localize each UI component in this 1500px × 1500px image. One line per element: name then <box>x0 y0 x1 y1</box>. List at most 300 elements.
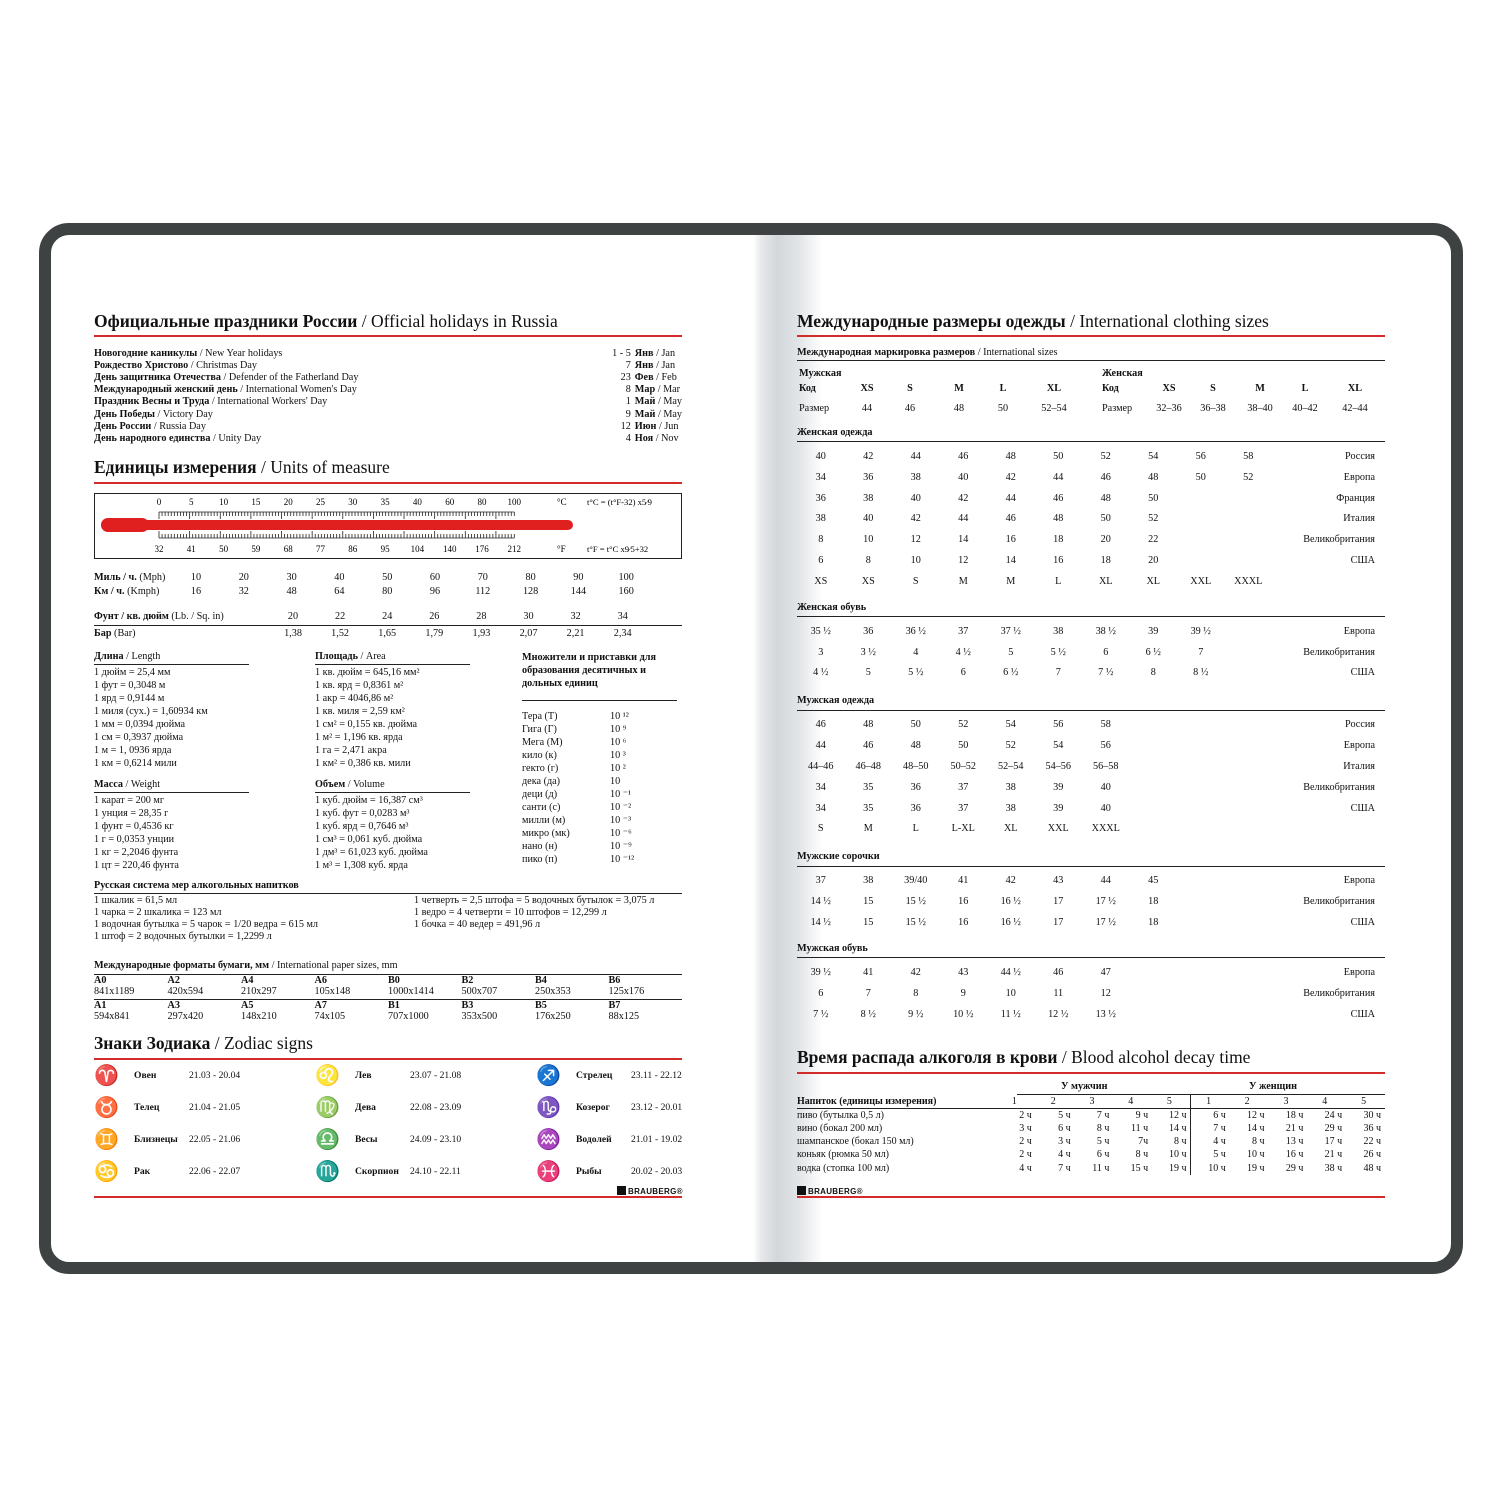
prefix-name: Тера (Т) <box>522 711 558 722</box>
size-value: 15 ½ <box>905 917 926 929</box>
decay-hours: 22 ч <box>1363 1136 1381 1148</box>
fahrenheit-label: 104 <box>410 544 425 554</box>
size-value: 48 <box>1148 471 1159 483</box>
size-value: 15 <box>863 896 874 908</box>
size-value: XL <box>1146 575 1161 587</box>
units-rule <box>94 482 682 484</box>
paper-dimensions: 105x148 <box>314 986 351 998</box>
paper-format: B1 <box>388 1000 400 1012</box>
holiday-day: 4 <box>625 432 631 444</box>
size-row <box>797 715 1385 736</box>
thermometer-scale <box>95 494 681 558</box>
area-conversion: 1 акр = 4046,86 м² <box>315 693 394 705</box>
size-value: 41 <box>958 875 969 887</box>
size-value: 37 <box>958 625 969 637</box>
size-label: Размер <box>799 403 830 415</box>
size-value: 7 <box>865 987 871 999</box>
section-rule <box>797 957 1385 958</box>
paper-dimensions: 841x1189 <box>94 986 135 998</box>
size-section <box>797 943 1385 1025</box>
size-value <box>1225 1004 1273 1025</box>
zodiac-name: Рак <box>134 1166 151 1177</box>
speed-mph-value: 100 <box>618 572 634 583</box>
size-value: 15 <box>863 917 874 929</box>
size-row <box>797 983 1385 1004</box>
decay-hours: 5 ч <box>1191 1148 1230 1161</box>
paper-format: B3 <box>461 1000 474 1012</box>
size-country: США <box>1350 555 1375 567</box>
decay-hours: 5 ч <box>1058 1109 1071 1121</box>
volume-conversion: 1 м³ = 1,308 куб. ярда <box>315 860 408 872</box>
pressure-psi-label <box>94 611 224 623</box>
women-code: S <box>1210 383 1216 395</box>
paper-format: A1 <box>94 1000 107 1012</box>
holiday-row <box>94 347 682 359</box>
area-conversion: 1 кв. ярд = 0,8361 м² <box>315 680 404 692</box>
size-value <box>1130 756 1178 777</box>
decay-col-header: 5 <box>1166 1095 1172 1107</box>
decay-hours: 11 ч <box>1092 1162 1110 1174</box>
paper-dimensions: 594x841 <box>94 1011 130 1023</box>
size-label: Размер <box>1102 403 1133 415</box>
holiday-month <box>635 347 682 359</box>
holiday-name-ru: Рождество Христово <box>94 359 189 371</box>
celsius-label: 80 <box>477 497 487 507</box>
size-value: 16 <box>1005 534 1016 546</box>
holiday-month <box>635 384 682 396</box>
women-size: 36–38 <box>1200 403 1226 415</box>
decay-hours: 21 ч <box>1324 1149 1343 1161</box>
decay-col-header: 2 <box>1050 1095 1056 1107</box>
size-value <box>1225 962 1273 983</box>
prefix-name: пико (п) <box>522 854 558 865</box>
paper-dimensions: 88x125 <box>608 1011 640 1023</box>
holiday-name-en: / International Workers' Day <box>211 396 328 408</box>
celsius-label: 25 <box>316 497 325 507</box>
paper-format: A7 <box>314 1000 327 1012</box>
decay-table <box>797 1095 1385 1175</box>
paper-format: B2 <box>461 975 474 987</box>
drink-name: шампанское (бокал 150 мл) <box>797 1136 914 1148</box>
speed-mph-value: 10 <box>190 572 202 583</box>
decay-hours: 17 ч <box>1324 1136 1343 1148</box>
sagittarius-icon: ♐ <box>536 1065 561 1087</box>
holiday-day: 1 - 5 <box>612 347 631 359</box>
holiday-month-ru: Май <box>634 396 656 408</box>
size-value <box>1130 735 1178 756</box>
decay-hours: 36 ч <box>1363 1122 1381 1134</box>
size-section <box>797 695 1385 839</box>
holiday-row <box>94 384 682 396</box>
size-value: 46 <box>1005 513 1016 525</box>
size-value: 44 <box>1053 471 1064 483</box>
speed-kmh-label <box>94 586 159 598</box>
size-row <box>797 871 1385 892</box>
size-country: Великобритания <box>1303 646 1375 658</box>
size-value: 50 <box>910 719 921 731</box>
size-value: 41 <box>863 967 874 979</box>
zodiac-dates: 23.07 - 21.08 <box>410 1070 462 1081</box>
paper-dimensions: 1000x1414 <box>388 986 434 998</box>
area-conversion: 1 га = 2,471 акра <box>315 745 387 757</box>
size-country: Великобритания <box>1303 896 1375 908</box>
size-value: 48 <box>1005 451 1016 463</box>
size-value: 44 <box>1005 492 1016 504</box>
size-value: 54 <box>1053 740 1064 752</box>
section-rule <box>797 616 1385 617</box>
mass-block: Масса / Weight 1 карат = 200 мг 1 унция = 28,35 г 1 фунт = 0,4536 кг 1 г = 0,0353 унции 1 кг = 2,2046 фунта 1 цт = 220,46 фунта <box>94 779 249 872</box>
size-value: 47 <box>1100 967 1111 979</box>
size-value: XS <box>861 575 875 587</box>
paper-size <box>609 975 645 997</box>
size-value: 35 <box>863 802 874 814</box>
size-value: 52–54 <box>998 761 1024 773</box>
speed-mph-value: 50 <box>382 572 393 583</box>
decay-hours: 7 ч <box>1058 1162 1071 1174</box>
fahrenheit-label: 86 <box>348 544 358 554</box>
prefix-factor: 10 ⁻¹ <box>610 789 632 800</box>
volume-conversion: 1 куб. фут = 0,0283 м³ <box>315 808 410 820</box>
alcohol-measure: 1 штоф = 2 водочных бутылки = 1,2299 л <box>94 931 272 943</box>
holiday-name-en: / Defender of the Fatherland Day <box>223 371 359 383</box>
pressure-bar-value: 1,38 <box>284 628 302 639</box>
size-value: 6 ½ <box>1145 646 1161 658</box>
speed-mph-value: 80 <box>525 572 536 583</box>
prefix-row <box>522 724 680 737</box>
paper-size <box>462 1000 498 1022</box>
prefix-factor: 10 ⁶ <box>610 737 627 748</box>
units-title: Единицы измерения / Units of measure <box>94 457 390 477</box>
zodiac-dates: 22.05 - 21.06 <box>189 1134 241 1145</box>
fahrenheit-label: 77 <box>316 544 325 554</box>
speed-kmh-value: 64 <box>334 586 345 597</box>
size-value: 46 <box>958 451 969 463</box>
size-row <box>797 777 1385 798</box>
zodiac-dates: 21.03 - 20.04 <box>189 1070 241 1081</box>
speed-mph-value: 70 <box>477 572 488 583</box>
size-value <box>1225 777 1273 798</box>
size-value: XXXL <box>1234 575 1263 587</box>
size-value: 6 <box>818 987 824 999</box>
size-row <box>797 663 1385 684</box>
decay-hours: 13 ч <box>1285 1136 1304 1148</box>
prefix-name: Гига (Г) <box>522 724 557 735</box>
speed-mph-value: 60 <box>429 572 441 583</box>
size-value: XS <box>814 575 828 587</box>
speed-table <box>94 572 682 642</box>
size-value: 56–58 <box>1093 761 1119 773</box>
size-value: 14 <box>1005 555 1016 567</box>
speed-kmh-value: 144 <box>570 586 587 597</box>
fahrenheit-label: 50 <box>219 544 229 554</box>
paper-dimensions: 74x105 <box>314 1011 346 1023</box>
cancer-icon: ♋ <box>94 1161 119 1183</box>
men-code: M <box>954 383 964 395</box>
size-value: 11 ½ <box>1000 1008 1021 1020</box>
size-value: 38 ½ <box>1095 625 1116 637</box>
speed-kmh-value: 160 <box>618 586 634 597</box>
size-value: 39 ½ <box>810 967 831 979</box>
holiday-month <box>635 371 682 383</box>
size-value <box>1130 1004 1178 1025</box>
size-value: 17 <box>1053 917 1064 929</box>
zodiac-title: Знаки Зодиака / Zodiac signs <box>94 1033 313 1053</box>
prefix-row <box>522 776 680 789</box>
size-value: 16 <box>958 917 969 929</box>
size-value: 46 <box>1100 471 1111 483</box>
paper-size <box>315 1000 346 1022</box>
size-row <box>797 756 1385 777</box>
size-value: 44 <box>815 740 826 752</box>
size-value: 16 <box>1053 555 1064 567</box>
prefix-factor: 10 <box>610 776 621 787</box>
speed-mph-value: 90 <box>573 572 584 583</box>
size-value: 42 <box>910 967 921 979</box>
holiday-month-en: / Jun <box>658 420 679 432</box>
zodiac-dates: 21.04 - 21.05 <box>189 1102 241 1113</box>
size-value: 6 ½ <box>1003 667 1019 679</box>
size-country: Великобритания <box>1303 987 1375 999</box>
size-country <box>1272 571 1385 592</box>
paper-size <box>241 975 277 997</box>
holiday-month-en: / May <box>657 396 682 408</box>
men-code: S <box>907 383 913 395</box>
decay-col-header: 1 <box>1191 1095 1230 1108</box>
prefix-name: кило (к) <box>522 750 557 761</box>
zodiac-name: Скорпион <box>355 1166 399 1177</box>
decay-col-header: 4 <box>1322 1095 1328 1107</box>
size-value: 50 <box>1053 451 1064 463</box>
size-value: 10 <box>863 534 874 546</box>
decay-hours: 10 ч <box>1247 1149 1265 1161</box>
size-value: 7 ½ <box>1098 667 1114 679</box>
size-value <box>1177 798 1225 819</box>
length-conversion: 1 мм = 0,0394 дюйма <box>94 719 186 731</box>
size-value <box>1177 871 1225 892</box>
drink-name: водка (стопка 100 мл) <box>797 1162 890 1174</box>
size-value: 42 <box>863 451 874 463</box>
zodiac-grid <box>94 1065 694 1185</box>
size-value: M <box>958 575 968 587</box>
celsius-label: 5 <box>189 497 194 507</box>
prefix-row <box>522 802 680 815</box>
aries-icon: ♈ <box>94 1065 119 1087</box>
size-value: 11 <box>1053 987 1064 999</box>
men-code: XL <box>1046 383 1062 395</box>
size-value: 58 <box>1243 451 1254 463</box>
holiday-row <box>94 420 682 432</box>
size-value: S <box>912 575 919 587</box>
decay-hours: 12 ч <box>1168 1109 1187 1121</box>
holiday-month-en: / Mar <box>657 384 681 396</box>
size-value <box>1130 777 1178 798</box>
decay-hours: 10 ч <box>1191 1161 1230 1174</box>
size-table <box>797 871 1385 933</box>
paper-size <box>315 975 351 997</box>
size-value: 9 ½ <box>908 1008 924 1020</box>
celsius-label: 20 <box>283 497 293 507</box>
paper-dimensions: 297x420 <box>167 1011 204 1023</box>
size-country: Европа <box>1343 875 1375 887</box>
decay-hours: 29 ч <box>1324 1122 1343 1134</box>
length-conversion: 1 дюйм = 25,4 мм <box>94 667 171 679</box>
size-value: XXL <box>1047 823 1069 835</box>
celsius-label: 0 <box>156 497 162 507</box>
decay-hours: 9 ч <box>1135 1109 1149 1121</box>
capricorn-icon: ♑ <box>536 1097 561 1119</box>
holiday-name <box>94 420 605 432</box>
paper-size <box>388 1000 429 1022</box>
zodiac-name: Водолей <box>576 1134 612 1145</box>
size-value: 36 ½ <box>905 625 926 637</box>
footer-rule-right <box>797 1196 1385 1198</box>
section-rule <box>797 441 1385 442</box>
holiday-name <box>94 347 605 359</box>
size-section-title: Мужская обувь <box>797 942 868 954</box>
size-value: 42 <box>910 513 921 525</box>
paper-dimensions: 210x297 <box>241 986 277 998</box>
women-label: Женская <box>1102 368 1143 380</box>
alcohol-decay-table <box>797 1081 1385 1175</box>
size-value: 36 <box>910 781 921 793</box>
size-value: L <box>912 823 919 835</box>
celsius-formula: t°C = (t°F-32) x5⁄9 <box>587 497 652 507</box>
prefix-name: деци (д) <box>522 789 558 800</box>
paper-size <box>94 975 134 997</box>
holiday-name <box>94 371 605 383</box>
decay-hours: 6 ч <box>1191 1108 1230 1121</box>
prefix-name: гекто (г) <box>522 763 559 774</box>
holiday-month-en: / Jan <box>656 359 676 371</box>
size-value: 18 <box>1100 555 1111 567</box>
holiday-name-en: / Victory Day <box>157 408 213 420</box>
size-value: 37 <box>958 781 969 793</box>
size-value: 38 <box>910 471 921 483</box>
area-conversion: 1 м² = 1,196 кв. ярда <box>315 732 403 744</box>
size-sections <box>797 427 1385 1025</box>
holidays-rule <box>94 335 682 337</box>
paper-format: A0 <box>94 975 107 987</box>
decay-hours: 4 ч <box>1191 1135 1230 1148</box>
size-value: 48 <box>1100 492 1111 504</box>
size-section-title: Мужские сорочки <box>797 851 880 863</box>
size-value: 5 <box>865 667 871 679</box>
holiday-month-ru: Май <box>634 408 656 420</box>
size-value: 36 <box>815 492 826 504</box>
size-value <box>1177 715 1225 736</box>
alcohol-measures-block: Русская система мер алкогольных напитков 1 шкалик = 61,5 мл 1 чарка = 2 шкалика = 123 мл 1 водочная бутылка = 5 чарок = 1/20 ведра = 615 мл 1 штоф = 2 водочных бутылки = 1,2299 л 1 четверть = 2,5 штофа = 5 водочных бутылок = 3,075 л 1 ведро = 4 четверти = 10 штофов = 12,299 л 1 бочка = 40 ведер = 491,96 л <box>94 880 682 895</box>
size-value: 46 <box>1053 492 1064 504</box>
area-block: Площадь / Area 1 кв. дюйм = 645,16 мм² 1 кв. ярд = 0,8361 м² 1 акр = 4046,86 м² 1 кв. миля = 2,59 км² 1 см² = 0,155 кв. дюйма 1 м² = 1,196 кв. ярда 1 га = 2,471 акра 1 км² = 0,386 кв. мили <box>315 651 470 770</box>
size-row <box>797 509 1385 530</box>
size-row <box>797 891 1385 912</box>
celsius-label: 15 <box>251 497 261 507</box>
brand-logo: BRAUBERG® <box>617 1186 683 1196</box>
thermometer-bar <box>101 520 573 530</box>
prefix-row <box>522 737 680 750</box>
holiday-name-en: / Russia Day <box>153 420 206 432</box>
intl-sizes-block: Международная маркировка размеров / International sizes Мужская Женская Код Размер Код Размер XS S M L XL 44 46 48 50 52–54 XS S M L XL 32–36 36–38 38–40 40–42 42–44 <box>797 347 1385 421</box>
size-value: 54 <box>1148 451 1159 463</box>
prefix-factor: 10 ⁻⁹ <box>610 841 632 852</box>
fahrenheit-label: 59 <box>251 544 261 554</box>
size-value: 46 <box>863 740 874 752</box>
size-value: 48 <box>863 719 874 731</box>
women-size: 42–44 <box>1342 403 1368 415</box>
size-value: 40 <box>1100 781 1111 793</box>
size-value: 58 <box>1100 719 1111 731</box>
length-block: Длина / Length 1 дюйм = 25,4 мм 1 фут = 0,3048 м 1 ярд = 0,9144 м 1 миля (сух.) = 1,60934 км 1 мм = 0,0394 дюйма 1 см = 0,3937 дюйма 1 м = 1, 0936 ярда 1 км = 0,6214 мили <box>94 651 249 770</box>
size-value: 17 <box>1053 896 1064 908</box>
holiday-name-ru: День Победы <box>94 408 155 420</box>
paper-format: B5 <box>535 1000 547 1012</box>
gemini-icon: ♊ <box>94 1129 119 1151</box>
size-value: 12 <box>910 534 921 546</box>
size-value: 38 <box>863 875 874 887</box>
size-value: 36 <box>863 471 874 483</box>
size-country: Европа <box>1343 967 1375 979</box>
holiday-name-ru: День народного единства <box>94 432 211 444</box>
length-conversion: 1 км = 0,6214 мили <box>94 758 177 770</box>
speed-mph-label-en: (Mph) <box>139 572 166 583</box>
size-value: 38 <box>815 513 826 525</box>
size-value: 6 <box>960 667 966 679</box>
pressure-bar-label-en: (Bar) <box>114 628 136 639</box>
speed-kmh-value: 16 <box>190 586 202 597</box>
pressure-bar-value: 1,93 <box>472 628 491 639</box>
scorpio-icon: ♏ <box>315 1161 340 1183</box>
pressure-bar-value: 1,65 <box>378 628 397 639</box>
size-section-title: Женская обувь <box>797 601 867 613</box>
paper-format: A4 <box>241 975 254 987</box>
alcohol-measure: 1 четверть = 2,5 штофа = 5 водочных бутылок = 3,075 л <box>414 895 655 907</box>
volume-conversion: 1 куб. ярд = 0,7646 м³ <box>315 821 409 833</box>
decay-row <box>797 1135 1385 1148</box>
zodiac-name: Дева <box>355 1102 376 1113</box>
pressure-psi-value: 28 <box>476 611 487 622</box>
size-table <box>797 715 1385 840</box>
decay-hours: 29 ч <box>1285 1162 1304 1174</box>
size-value: 56 <box>1100 740 1111 752</box>
size-country: Россия <box>1345 719 1375 731</box>
size-row <box>797 735 1385 756</box>
size-country: США <box>1350 1008 1375 1020</box>
sizes-rule <box>797 335 1385 337</box>
size-value: 3 ½ <box>860 646 876 658</box>
speed-kmh-label-ru: Км / ч. <box>94 586 125 597</box>
decay-hours: 3 ч <box>1058 1136 1071 1148</box>
size-row <box>797 571 1385 592</box>
holiday-month <box>635 420 682 432</box>
decay-row <box>797 1148 1385 1161</box>
size-row <box>797 798 1385 819</box>
size-value: XL <box>1003 823 1018 835</box>
alcohol-measure: 1 шкалик = 61,5 мл <box>94 895 178 907</box>
size-value <box>1225 642 1273 663</box>
size-value: 8 <box>818 534 824 546</box>
size-value: XXXL <box>1091 823 1120 835</box>
code-label: Код <box>1102 383 1119 395</box>
holiday-name-en: / New Year holidays <box>199 347 283 359</box>
zodiac-name: Весы <box>355 1134 378 1145</box>
size-value: 4 ½ <box>955 646 971 658</box>
paper-size <box>535 1000 571 1022</box>
holiday-month-ru: Янв <box>634 347 654 359</box>
prefix-row <box>522 841 680 854</box>
paper-dimensions: 500x707 <box>461 986 498 998</box>
pressure-bar-value: 1,79 <box>425 628 444 639</box>
size-table <box>797 621 1385 683</box>
